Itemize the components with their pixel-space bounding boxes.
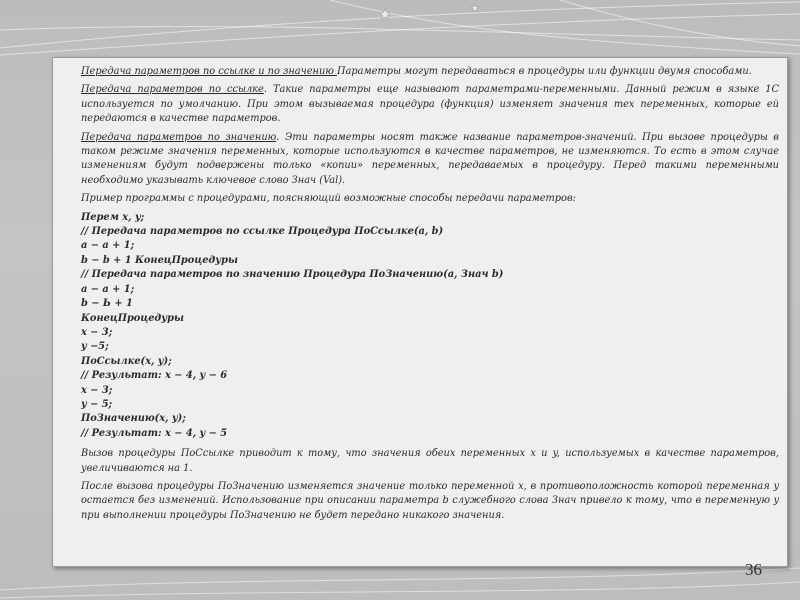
heading-link: Передача параметров по ссылке и по значению <box>81 66 338 77</box>
code-line: a − a + 1; <box>81 240 135 252</box>
code-line: b − Ь + 1 <box>81 298 133 310</box>
code-line: Перем x, y; <box>81 211 145 223</box>
code-line: // Передача параметров по значению Процедура ПоЗначению(a, Знач b) <box>81 269 504 281</box>
code-line: x − 3; <box>81 326 113 338</box>
paragraph-by-reference-result: Вызов процедуры ПоСсылке приводит к тому, что значения обеих переменных x и y, используемых в качестве параметров, увеличиваются на 1. <box>81 448 779 474</box>
heading-link: Передача параметров по ссылке <box>81 84 264 96</box>
code-line: x − 3; <box>81 384 113 396</box>
paragraph-intro <box>81 65 779 79</box>
paragraph-text: . Такие параметры еще называют параметрами-переменными. Данный режим в языке 1С используется по умолчанию. При этом вызываемая процедура (функция) изменяет значения тех переменных, которые ей передаются в качестве параметров. <box>81 84 779 125</box>
paragraph-text: . Эти параметры носят также название параметров-значений. При вызове процедуры в таком режиме значения переменных, которые используются в качестве параметров, не изменяются. То есть в этом случае изменениям будут подвержены только «копии» переменных, передаваемых в процедуру. Перед такими переменными необходимо указывать ключевое слово Знач (Val). <box>81 131 779 186</box>
heading-link: Передача параметров по значению <box>81 131 277 143</box>
content-panel <box>52 57 788 567</box>
page-number: 36 <box>745 560 762 579</box>
code-block <box>81 211 779 442</box>
paragraph-by-value-result: После вызова процедуры ПоЗначению изменяется значение только переменной x, в противоположность которой переменная y остается без изменений. Использование при описании параметра b служебного слова Знач привело к тому, что в переменную y при выполнении процедуры ПоЗначению не будет передано никакого значения. <box>81 480 779 521</box>
code-line: // Результат: x − 4, y − 6 <box>81 370 228 382</box>
code-line: ПоСсылке(x, y); <box>81 355 172 367</box>
code-line: y − 5; <box>81 398 113 410</box>
code-line: a − a + 1; <box>81 283 135 295</box>
code-line: b − b + 1 КонецПроцедуры <box>81 254 238 266</box>
code-line: // Результат: x − 4, y − 5 <box>81 427 228 439</box>
code-line: КонецПроцедуры <box>81 312 184 324</box>
paragraph-example-intro: Пример программы с процедурами, поясняющий возможные способы передачи параметров: <box>81 193 576 205</box>
code-line: ПоЗначению(x, y); <box>81 413 186 425</box>
star-icon <box>471 4 479 12</box>
paragraph-by-reference <box>81 83 779 126</box>
paragraph-by-value <box>81 131 779 189</box>
paragraph-text: Параметры могут передаваться в процедуры или функции двумя способами. <box>337 66 752 77</box>
code-line: // Передача параметров по ссылке Процедура ПоСсылке(a, b) <box>81 226 444 238</box>
code-line: y −5; <box>81 341 109 353</box>
